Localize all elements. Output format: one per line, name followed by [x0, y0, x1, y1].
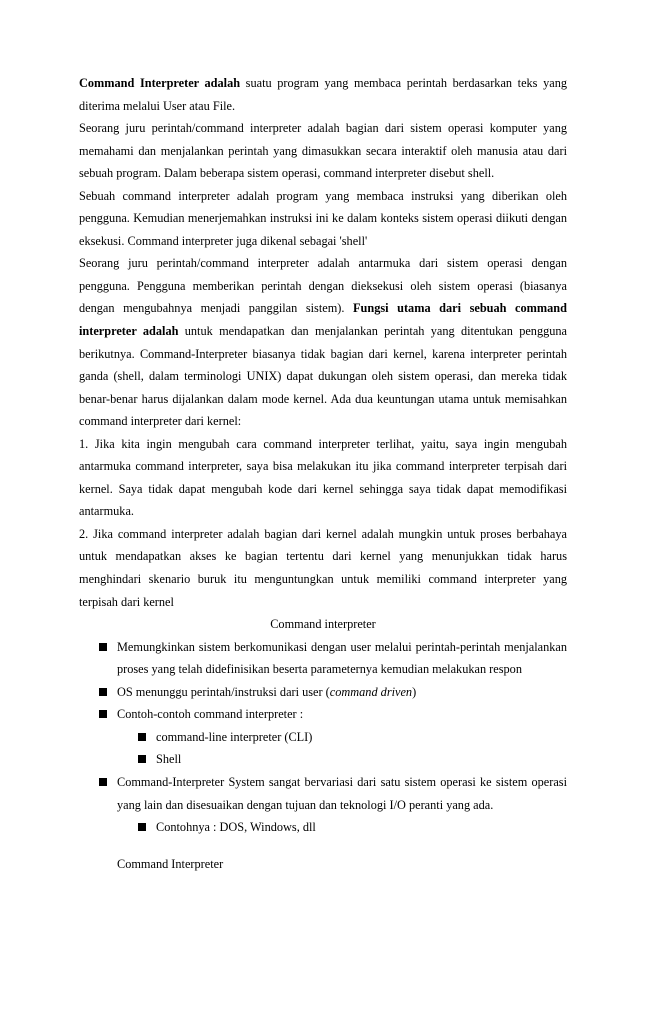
paragraph-main-function — [79, 252, 567, 432]
square-bullet-icon — [99, 778, 107, 786]
bullet-list — [79, 636, 567, 726]
bullet-text: OS menunggu perintah/instruksi dari user ( — [117, 684, 330, 699]
bold-phrase: Fungsi utama dari sebuah command interpreter adalah — [79, 301, 567, 339]
footer-heading: Command Interpreter — [117, 856, 224, 871]
bullet-text: Memungkinkan sistem berkomunikasi dengan user melalui perintah-perintah menjalankan proses yang telah didefinisikan beserta parameternya kemudian melakukan respon — [117, 639, 567, 677]
square-bullet-icon — [99, 710, 107, 718]
bullet-item — [79, 681, 567, 704]
square-bullet-icon — [138, 823, 146, 831]
square-bullet-icon — [99, 643, 107, 651]
paragraph-point-2: 2. Jika command interpreter adalah bagian dari kernel adalah mungkin untuk proses berbahaya untuk mendapatkan akses ke bagian tertentu dari kernel yang menunjukkan tidak harus menghindari skenario buruk itu menguntungkan untuk memiliki command interpreter yang terpisah dari kernel — [79, 526, 567, 609]
sub-bullet-text: Contohnya : DOS, Windows, dll — [156, 820, 316, 835]
sub-bullet-text: Shell — [156, 752, 182, 767]
sub-bullet-item — [79, 816, 567, 839]
bullet-item — [79, 703, 567, 726]
bullet-item — [79, 771, 567, 816]
bullet-text: Contoh-contoh command interpreter : — [117, 707, 304, 722]
sub-bullet-item — [79, 748, 567, 771]
bullet-item — [79, 636, 567, 681]
paragraph-text: suatu program yang membaca perintah berdasarkan teks yang diterima melalui User atau File. — [79, 76, 567, 113]
square-bullet-icon — [138, 755, 146, 763]
square-bullet-icon — [99, 688, 107, 696]
italic-term: command driven — [329, 684, 413, 699]
paragraph-point-1: 1. Jika kita ingin mengubah cara command interpreter terlihat, yaitu, saya ingin mengubah antarmuka command interpreter, saya bisa melakukan itu jika command interpreter terpisah dari kernel. Saya tidak dapat mengubah kode dari kernel sehingga saya tidak dapat memodifikasi antarmuka. — [79, 436, 567, 519]
bold-term: Command Interpreter adalah — [79, 76, 241, 90]
paragraph-text: Seorang juru perintah/command interpreter adalah antarmuka dari sistem operasi dengan pengguna. Pengguna memberikan perintah dengan dieksekusi oleh sistem operasi (biasanya dengan mengubahnya menjadi panggilan sistem). — [79, 256, 567, 316]
paragraph-text: untuk mendapatkan dan menjalankan perintah yang ditentukan pengguna berikutnya. Command-Interpreter biasanya tidak bagian dari kernel, karena interpreter perintah ganda (shell, dalam terminologi UNIX) dapat dukungan oleh sistem operasi, dan mereka tidak benar-benar harus dijalankan dalam mode kernel. Ada dua keuntungan utama untuk memisahkan command interpreter dari kernel: — [79, 324, 567, 429]
document-page — [79, 72, 567, 875]
sub-bullet-item — [79, 726, 567, 749]
sub-bullet-text: command-line interpreter (CLI) — [156, 729, 313, 744]
paragraph-shell-intro: Seorang juru perintah/command interpreter adalah bagian dari sistem operasi komputer yang memahami dan menjalankan perintah yang dimasukkan secara interaktif oleh manusia atau dari sebuah program. Dalam beberapa sistem operasi, command interpreter disebut shell. — [79, 121, 567, 181]
sub-bullet-list — [79, 726, 567, 771]
paragraph-program-reads: Sebuah command interpreter adalah program yang membaca instruksi yang diberikan oleh pengguna. Kemudian menerjemahkan instruksi ini ke dalam konteks sistem operasi diikuti dengan eksekusi. Command interpreter juga dikenal sebagai 'shell' — [79, 188, 567, 248]
bullet-text: ) — [412, 684, 417, 699]
sub-bullet-list — [79, 816, 567, 839]
section-title: Command interpreter — [270, 617, 376, 632]
bullet-text: Command-Interpreter System sangat bervariasi dari satu sistem operasi ke sistem operasi yang lain dan disesuaikan dengan tujuan dan teknologi I/O peranti yang ada. — [117, 774, 567, 812]
paragraph-definition — [79, 72, 567, 117]
square-bullet-icon — [138, 733, 146, 741]
bullet-list — [79, 771, 567, 816]
